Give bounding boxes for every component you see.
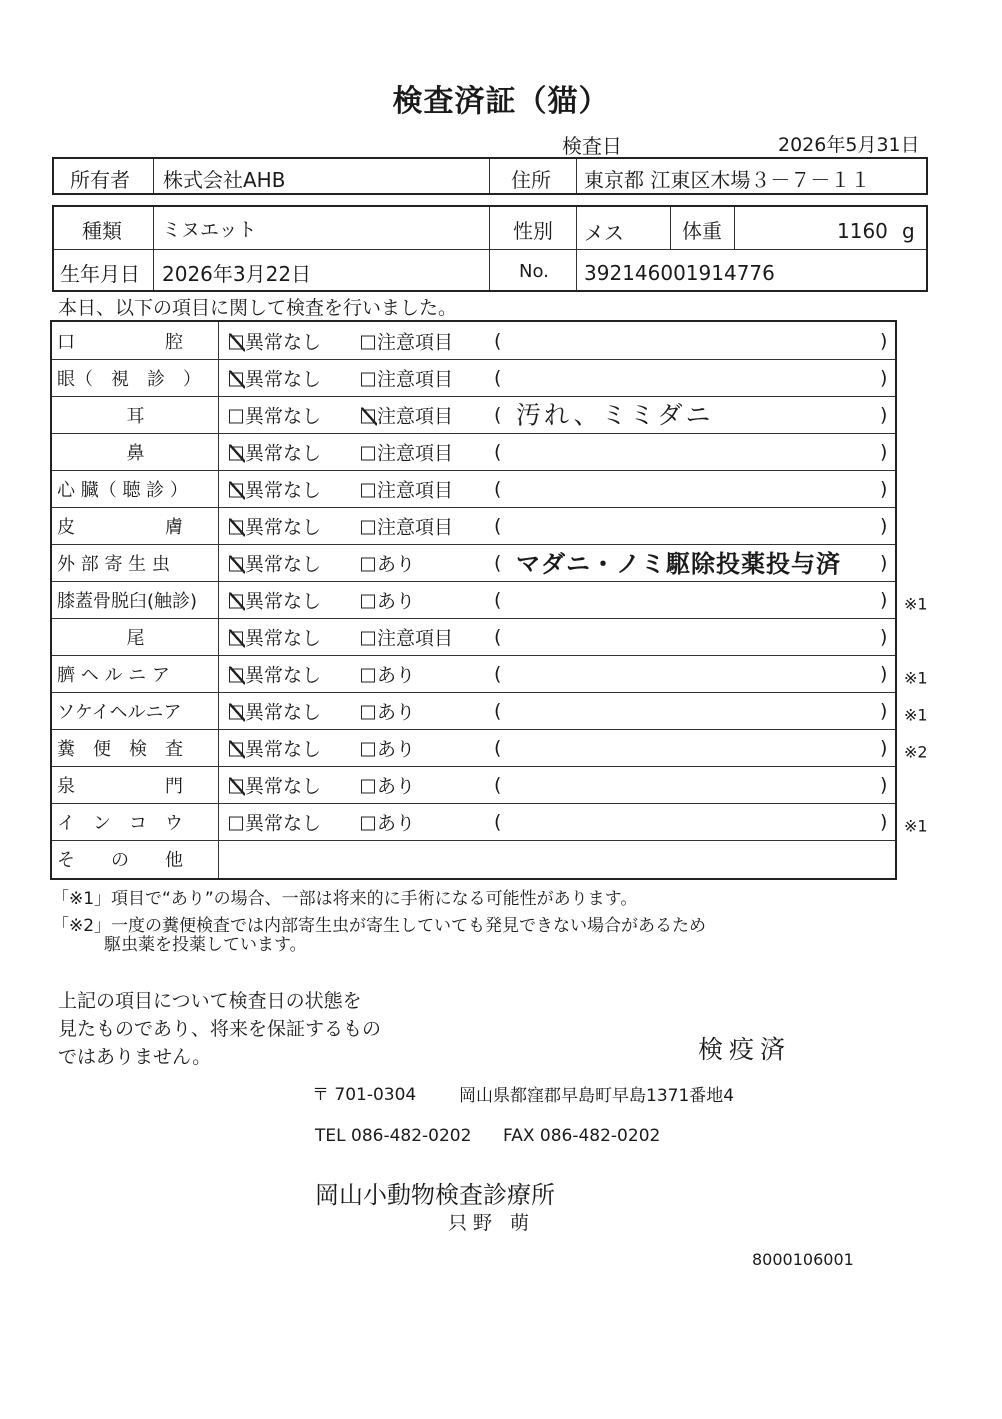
normal-label: 異常なし <box>245 331 322 353</box>
close-paren: ) <box>880 551 888 574</box>
exam-item-name: 鼻 <box>126 442 145 464</box>
checkbox-icon[interactable] <box>361 335 375 349</box>
normal-label: 異常なし <box>245 553 322 575</box>
normal-label: 異常なし <box>245 627 322 649</box>
normal-checkbox[interactable] <box>229 734 321 761</box>
close-paren: ) <box>880 810 888 833</box>
exam-item-name: 皮 膚 <box>57 516 183 538</box>
open-paren: ( <box>494 514 502 537</box>
finding-label: 注意項目 <box>377 368 454 390</box>
normal-checkbox[interactable] <box>229 660 321 687</box>
document-title: 検査済証（猫） <box>392 84 610 119</box>
checkbox-icon[interactable] <box>361 594 375 608</box>
exam-item-name: 眼（ 視 診 ） <box>57 368 201 390</box>
checkbox-icon[interactable] <box>361 705 375 719</box>
finding-label: 注意項目 <box>377 627 454 649</box>
normal-label: 異常なし <box>245 442 322 464</box>
exam-row <box>52 581 928 618</box>
id-value: 392146001914776 <box>584 261 775 285</box>
id-label: No. <box>519 261 549 282</box>
remark-text: マダニ・ノミ駆除投薬投与済 <box>516 549 841 578</box>
normal-label: 異常なし <box>245 775 322 797</box>
close-paren: ) <box>880 329 888 352</box>
footnote-mark: ※1 <box>904 815 928 835</box>
exam-item-name: 耳 <box>126 405 145 427</box>
checkbox-icon[interactable] <box>361 779 375 793</box>
open-paren: ( <box>494 551 502 574</box>
checkbox-icon[interactable] <box>229 557 243 571</box>
exam-row <box>52 766 895 803</box>
finding-checkbox[interactable] <box>361 623 453 650</box>
normal-checkbox[interactable] <box>229 697 321 724</box>
normal-checkbox[interactable] <box>229 438 321 465</box>
finding-checkbox[interactable] <box>361 438 453 465</box>
exam-row <box>52 618 895 655</box>
finding-checkbox[interactable] <box>361 734 415 761</box>
normal-label: 異常なし <box>245 664 322 686</box>
finding-label: 注意項目 <box>377 516 454 538</box>
close-paren: ) <box>880 662 888 685</box>
open-paren: ( <box>494 440 502 463</box>
weight-value: 1160 <box>837 219 888 243</box>
exam-item-name: 膝蓋骨脱臼(触診) <box>57 590 198 612</box>
exam-table <box>50 320 928 880</box>
exam-row-other <box>52 840 895 878</box>
dob-label: 生年月日 <box>60 262 140 286</box>
address-label: 住所 <box>511 168 551 192</box>
finding-label: あり <box>377 664 416 686</box>
footnote-mark: ※2 <box>904 741 928 761</box>
open-paren: ( <box>494 699 502 722</box>
exam-item-name: 泉 門 <box>57 775 183 797</box>
clinic-tel: TEL 086-482-0202 <box>315 1126 472 1146</box>
disclaimer-line-3: ではありません。 <box>58 1046 212 1068</box>
exam-row <box>52 396 895 433</box>
exam-date-value: 2026年5月31日 <box>778 134 920 156</box>
close-paren: ) <box>880 477 888 500</box>
normal-checkbox[interactable] <box>229 771 321 798</box>
breed-label: 種類 <box>82 219 122 243</box>
finding-label: あり <box>377 738 416 760</box>
footnote-2: 「※2」一度の糞便検査では内部寄生虫が寄生していても発見できない場合があるため <box>52 916 707 936</box>
exam-item-name: イ ン コ ウ <box>57 812 183 834</box>
quarantine-stamp: 検疫済 <box>698 1035 792 1064</box>
normal-label: 異常なし <box>245 590 322 612</box>
exam-row <box>52 655 928 692</box>
checkbox-icon[interactable] <box>229 631 243 645</box>
normal-checkbox[interactable] <box>229 512 321 539</box>
normal-label: 異常なし <box>245 368 322 390</box>
normal-label: 異常なし <box>245 405 322 427</box>
finding-checkbox[interactable] <box>361 586 415 613</box>
owner-address: 東京都 江東区木場３－７－１１ <box>584 168 871 192</box>
normal-checkbox[interactable] <box>229 808 321 835</box>
exam-item-name: 尾 <box>126 627 145 649</box>
normal-checkbox[interactable] <box>229 364 321 391</box>
finding-checkbox[interactable] <box>361 771 415 798</box>
close-paren: ) <box>880 366 888 389</box>
checkbox-icon[interactable] <box>229 594 243 608</box>
checkbox-icon[interactable] <box>361 483 375 497</box>
clinic-fax: FAX 086-482-0202 <box>503 1126 661 1146</box>
finding-label: あり <box>377 553 416 575</box>
sex-label: 性別 <box>513 219 553 243</box>
open-paren: ( <box>494 625 502 648</box>
normal-checkbox[interactable] <box>229 549 321 576</box>
breed-value: ミヌエット <box>162 219 257 241</box>
exam-item-name: 口 腔 <box>57 331 183 353</box>
normal-label: 異常なし <box>245 738 322 760</box>
owner-label: 所有者 <box>70 168 130 192</box>
disclaimer-line-1: 上記の項目について検査日の状態を <box>58 990 362 1012</box>
exam-row <box>52 507 895 544</box>
checkbox-icon[interactable] <box>229 668 243 682</box>
exam-item-name: 糞 便 検 査 <box>57 738 183 760</box>
animal-box <box>52 205 928 292</box>
close-paren: ) <box>880 514 888 537</box>
close-paren: ) <box>880 625 888 648</box>
close-paren: ) <box>880 736 888 759</box>
normal-label: 異常なし <box>245 812 322 834</box>
checkbox-icon[interactable] <box>229 742 243 756</box>
finding-checkbox[interactable] <box>361 512 453 539</box>
normal-checkbox[interactable] <box>229 623 321 650</box>
footnote-mark: ※1 <box>904 667 928 687</box>
other-label: そ の 他 <box>57 850 183 871</box>
open-paren: ( <box>494 773 502 796</box>
checkbox-icon[interactable] <box>229 779 243 793</box>
close-paren: ) <box>880 403 888 426</box>
open-paren: ( <box>494 477 502 500</box>
clinic-name: 岡山小動物検査診療所 <box>315 1181 555 1209</box>
checkbox-icon[interactable] <box>361 446 375 460</box>
open-paren: ( <box>494 662 502 685</box>
exam-item-name: 外 部 寄 生 虫 <box>57 553 170 575</box>
finding-label: 注意項目 <box>377 405 454 427</box>
exam-row <box>52 322 895 359</box>
close-paren: ) <box>880 699 888 722</box>
normal-label: 異常なし <box>245 516 322 538</box>
exam-row <box>52 729 928 766</box>
footnote-mark: ※1 <box>904 704 928 724</box>
exam-item-name: 心 臓（ 聴 診 ） <box>57 479 188 501</box>
checkbox-icon[interactable] <box>229 705 243 719</box>
finding-checkbox[interactable] <box>361 697 415 724</box>
checkbox-icon[interactable] <box>361 520 375 534</box>
finding-label: 注意項目 <box>377 331 454 353</box>
normal-label: 異常なし <box>245 701 322 723</box>
finding-checkbox[interactable] <box>361 327 453 354</box>
finding-label: あり <box>377 701 416 723</box>
exam-row <box>52 470 895 507</box>
exam-row <box>52 433 895 470</box>
checkbox-icon[interactable] <box>229 446 243 460</box>
finding-label: あり <box>377 812 416 834</box>
close-paren: ) <box>880 440 888 463</box>
checkbox-icon[interactable] <box>361 409 375 423</box>
remark-text: 汚れ、ミミダニ <box>516 400 714 430</box>
finding-label: あり <box>377 590 416 612</box>
finding-checkbox[interactable] <box>361 549 415 576</box>
sex-value: メス <box>584 221 624 245</box>
normal-label: 異常なし <box>245 479 322 501</box>
owner-box <box>52 157 928 195</box>
finding-label: あり <box>377 775 416 797</box>
finding-checkbox[interactable] <box>361 660 415 687</box>
checkbox-icon[interactable] <box>229 816 243 830</box>
checkbox-icon[interactable] <box>229 372 243 386</box>
finding-checkbox[interactable] <box>361 475 453 502</box>
exam-row <box>52 692 928 729</box>
weight-unit: g <box>902 219 915 243</box>
exam-item-name: 臍 ヘ ル ニ ア <box>57 664 170 686</box>
checkbox-icon[interactable] <box>229 335 243 349</box>
finding-checkbox[interactable] <box>361 364 453 391</box>
checkbox-icon[interactable] <box>361 668 375 682</box>
checkbox-icon[interactable] <box>361 631 375 645</box>
normal-checkbox[interactable] <box>229 586 321 613</box>
finding-label: 注意項目 <box>377 442 454 464</box>
checkbox-icon[interactable] <box>229 409 243 423</box>
checkbox-icon[interactable] <box>361 816 375 830</box>
exam-item-name: ソケイヘルニア <box>57 701 182 723</box>
open-paren: ( <box>494 403 502 426</box>
exam-row <box>52 544 895 581</box>
disclaimer-line-2: 見たものであり、将来を保証するもの <box>58 1018 382 1040</box>
dob-value: 2026年3月22日 <box>162 262 312 286</box>
checkbox-icon[interactable] <box>361 557 375 571</box>
close-paren: ) <box>880 588 888 611</box>
open-paren: ( <box>494 810 502 833</box>
exam-date-label: 検査日 <box>562 134 622 158</box>
close-paren: ) <box>880 773 888 796</box>
postal-code: 〒 701-0304 <box>312 1085 417 1105</box>
finding-checkbox[interactable] <box>361 808 415 835</box>
checkbox-icon[interactable] <box>229 483 243 497</box>
serial-number: 8000106001 <box>752 1250 854 1269</box>
checkbox-icon[interactable] <box>361 742 375 756</box>
open-paren: ( <box>494 736 502 759</box>
normal-checkbox[interactable] <box>229 475 321 502</box>
normal-checkbox[interactable] <box>229 401 321 428</box>
normal-checkbox[interactable] <box>229 327 321 354</box>
open-paren: ( <box>494 588 502 611</box>
veterinarian-name: 只野 萌 <box>448 1212 536 1234</box>
footnote-mark: ※1 <box>904 593 928 613</box>
exam-row <box>52 803 928 840</box>
checkbox-icon[interactable] <box>361 372 375 386</box>
finding-label: 注意項目 <box>377 479 454 501</box>
checkbox-icon[interactable] <box>229 520 243 534</box>
intro-text: 本日、以下の項目に関して検査を行いました。 <box>58 297 458 319</box>
open-paren: ( <box>494 366 502 389</box>
footnote-1: 「※1」項目で“あり”の場合、一部は将来的に手術になる可能性があります。 <box>52 889 638 909</box>
weight-label: 体重 <box>682 219 722 243</box>
exam-row <box>52 359 895 396</box>
finding-checkbox[interactable] <box>361 401 453 428</box>
owner-name: 株式会社AHB <box>163 168 286 192</box>
footnote-2-cont: 駆虫薬を投薬しています。 <box>104 935 307 955</box>
clinic-address: 岡山県都窪郡早島町早島1371番地4 <box>459 1086 735 1106</box>
open-paren: ( <box>494 329 502 352</box>
